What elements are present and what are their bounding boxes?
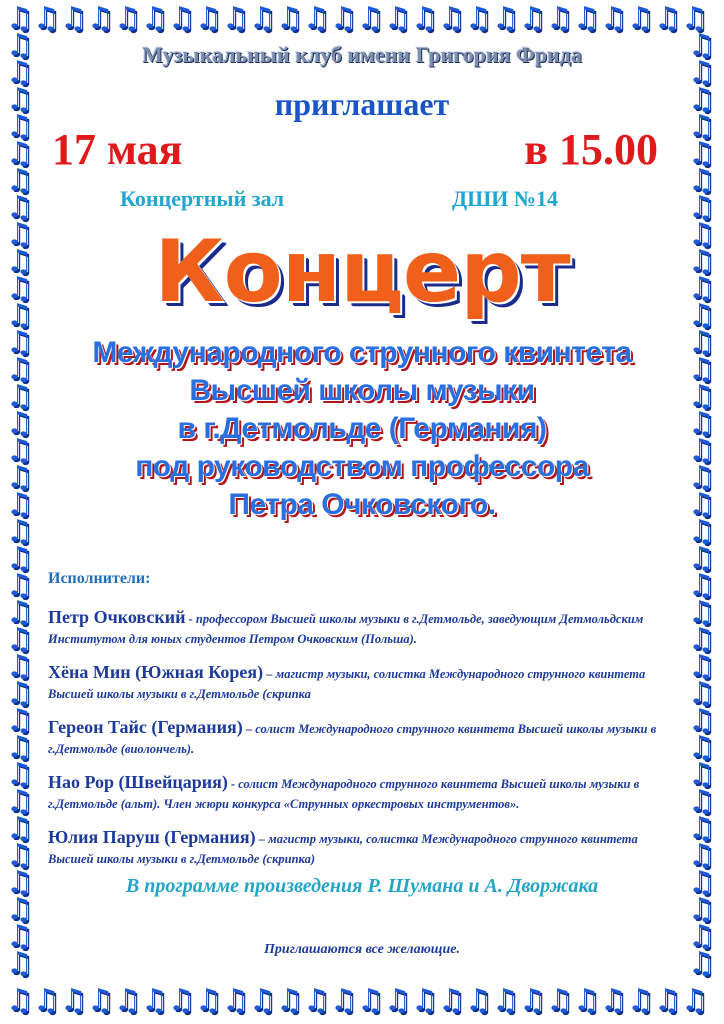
music-note-icon: ♫ [330,983,357,1018]
music-note-icon: ♫ [688,82,715,117]
music-note-icon: ♫ [6,811,33,846]
music-note-icon: ♫ [6,649,33,684]
music-note-icon: ♫ [688,379,715,414]
music-note-icon: ♫ [688,298,715,333]
music-note-icon: ♫ [303,1,330,36]
music-note-icon: ♫ [6,541,33,576]
quintet-line: в г.Детмольде (Германия) [177,412,547,445]
music-note-icon: ♫ [688,622,715,657]
music-note-icon: ♫ [688,838,715,873]
quintet-line: под руководством профессора [135,450,589,483]
music-note-icon: ♫ [688,676,715,711]
club-name: Музыкальный клуб имени Григория Фрида [142,42,582,67]
music-note-icon: ♫ [6,325,33,360]
concert-date: 17 мая [52,125,183,174]
music-note-icon: ♫ [492,1,519,36]
music-note-icon: ♫ [688,514,715,549]
music-note-icon: ♫ [384,1,411,36]
music-note-icon: ♫ [87,983,114,1018]
music-note-icon: ♫ [6,892,33,927]
school-name: ДШИ №14 [452,186,559,211]
performer-item [48,773,678,814]
music-note-icon: ♫ [114,1,141,36]
music-note-icon: ♫ [6,703,33,738]
music-note-icon: ♫ [688,433,715,468]
music-note-icon: ♫ [6,379,33,414]
music-note-icon: ♫ [195,1,222,36]
music-note-icon: ♫ [688,892,715,927]
music-note-icon: ♫ [465,983,492,1018]
music-note-icon: ♫ [330,1,357,36]
music-note-icon: ♫ [6,28,33,63]
music-note-icon: ♫ [6,433,33,468]
performers-section [48,570,678,883]
performers-heading: Исполнители: [48,570,151,587]
music-note-icon: ♫ [688,244,715,279]
music-note-icon: ♫ [688,28,715,63]
music-note-icon: ♫ [688,55,715,90]
music-note-icon: ♫ [688,190,715,225]
music-note-icon: ♫ [6,163,33,198]
music-note-icon: ♫ [688,136,715,171]
poster-title: Концерт [154,222,570,322]
music-note-icon: ♫ [303,983,330,1018]
music-note-icon: ♫ [688,946,715,981]
music-note-icon: ♫ [600,983,627,1018]
music-note-icon: ♫ [276,983,303,1018]
quintet-description [0,334,724,524]
music-note-icon: ♫ [33,1,60,36]
music-note-icon: ♫ [6,946,33,981]
music-note-icon: ♫ [6,983,33,1018]
performer-description: – солист Международного струнного квинтета Высшей школы музыки в г.Детмольде (виолончель). [48,722,657,756]
music-note-icon: ♫ [688,757,715,792]
music-note-icon: ♫ [6,838,33,873]
music-note-icon: ♫ [681,983,708,1018]
performer-name: Хёна Мин (Южная Корея) [48,662,264,682]
performer-description: – магистр музыки, солистка Международного струнного квинтета Высшей школы музыки в г.Детмольде (скрипка) [48,832,638,866]
music-note-icon: ♫ [688,325,715,360]
music-note-icon: ♫ [519,983,546,1018]
quintet-line: Петра Очковского. [228,488,496,521]
music-note-icon: ♫ [688,865,715,900]
music-note-icon: ♫ [688,109,715,144]
performer-description: - солист Международного струнного квинтета Высшей школы музыки в г.Детмольде (альт). Член жюри конкурса «Струнных оркестровых инструментов». [48,777,640,811]
music-note-icon: ♫ [688,568,715,603]
music-note-icon: ♫ [141,983,168,1018]
performer-item [48,608,678,649]
music-note-icon: ♫ [249,983,276,1018]
music-note-icon: ♫ [688,271,715,306]
music-note-icon: ♫ [688,460,715,495]
music-note-icon: ♫ [546,1,573,36]
music-note-icon: ♫ [438,983,465,1018]
quintet-line: Международного струнного квинтета [92,336,632,369]
music-note-icon: ♫ [6,865,33,900]
music-note-icon: ♫ [6,487,33,522]
music-note-icon: ♫ [6,757,33,792]
music-note-icon: ♫ [168,1,195,36]
music-note-icon: ♫ [60,983,87,1018]
music-note-icon: ♫ [6,595,33,630]
music-note-icon: ♫ [627,1,654,36]
music-note-icon: ♫ [688,784,715,819]
music-note-icon: ♫ [6,730,33,765]
performer-name: Гереон Тайс (Германия) [48,717,243,737]
music-note-icon: ♫ [546,983,573,1018]
music-note-icon: ♫ [222,983,249,1018]
invites-text: приглашает [274,86,450,122]
music-note-icon: ♫ [600,1,627,36]
music-note-icon: ♫ [6,271,33,306]
music-note-icon: ♫ [688,487,715,522]
music-note-icon: ♫ [6,82,33,117]
music-note-icon: ♫ [6,136,33,171]
music-note-icon: ♫ [6,622,33,657]
performer-item [48,663,678,704]
music-note-icon: ♫ [688,703,715,738]
music-note-icon: ♫ [688,730,715,765]
performer-description: - профессором Высшей школы музыки в г.Детмольде, заведующим Детмольдским Институтом для юных студентов Петром Очковским (Польша). [48,612,644,646]
music-note-icon: ♫ [519,1,546,36]
music-note-icon: ♫ [688,649,715,684]
program-text: В программе произведения Р. Шумана и А. Дворжака [125,875,599,897]
performer-description: – магистр музыки, солистка Международного струнного квинтета Высшей школы музыки в г.Детмольде (скрипка [48,667,646,701]
music-note-icon: ♫ [357,983,384,1018]
performer-name: Нао Рор (Швейцария) [48,772,228,792]
music-note-icon: ♫ [384,983,411,1018]
music-note-icon: ♫ [654,983,681,1018]
music-note-icon: ♫ [195,983,222,1018]
music-note-icon: ♫ [6,784,33,819]
music-note-icon: ♫ [6,514,33,549]
music-note-icon: ♫ [688,595,715,630]
music-note-icon: ♫ [688,217,715,252]
music-note-icon: ♫ [688,406,715,441]
music-note-icon: ♫ [681,1,708,36]
music-note-icon: ♫ [6,460,33,495]
music-note-icon: ♫ [573,983,600,1018]
music-note-icon: ♫ [33,983,60,1018]
music-note-icon: ♫ [6,919,33,954]
music-note-icon: ♫ [411,1,438,36]
concert-hall: Концертный зал [120,186,285,211]
music-note-icon: ♫ [6,352,33,387]
music-note-icon: ♫ [6,190,33,225]
music-note-icon: ♫ [6,217,33,252]
music-note-icon: ♫ [6,109,33,144]
welcome-text: Приглашаются все желающие. [264,942,460,957]
music-note-icon: ♫ [114,983,141,1018]
music-note-icon: ♫ [6,55,33,90]
music-note-icon: ♫ [688,163,715,198]
performer-name: Юлия Паруш (Германия) [48,827,256,847]
music-note-icon: ♫ [438,1,465,36]
music-note-icon: ♫ [573,1,600,36]
concert-time: в 15.00 [524,125,658,174]
music-note-icon: ♫ [168,983,195,1018]
music-note-icon: ♫ [6,676,33,711]
music-note-icon: ♫ [6,568,33,603]
music-note-icon: ♫ [654,1,681,36]
music-note-icon: ♫ [222,1,249,36]
music-note-icon: ♫ [6,298,33,333]
music-note-icon: ♫ [688,352,715,387]
music-note-icon: ♫ [141,1,168,36]
performer-name: Петр Очковский [48,607,186,627]
music-note-icon: ♫ [249,1,276,36]
music-note-icon: ♫ [6,1,33,36]
performer-item [48,828,678,869]
quintet-line: Высшей школы музыки [189,374,535,407]
music-note-icon: ♫ [688,919,715,954]
music-note-icon: ♫ [87,1,114,36]
music-note-icon: ♫ [465,1,492,36]
music-note-icon: ♫ [60,1,87,36]
music-note-icon: ♫ [6,244,33,279]
music-note-icon: ♫ [627,983,654,1018]
music-note-icon: ♫ [492,983,519,1018]
music-note-icon: ♫ [6,406,33,441]
music-note-icon: ♫ [411,983,438,1018]
music-note-icon: ♫ [276,1,303,36]
music-note-icon: ♫ [688,541,715,576]
music-note-icon: ♫ [688,811,715,846]
music-note-icon: ♫ [357,1,384,36]
performer-item [48,718,678,759]
